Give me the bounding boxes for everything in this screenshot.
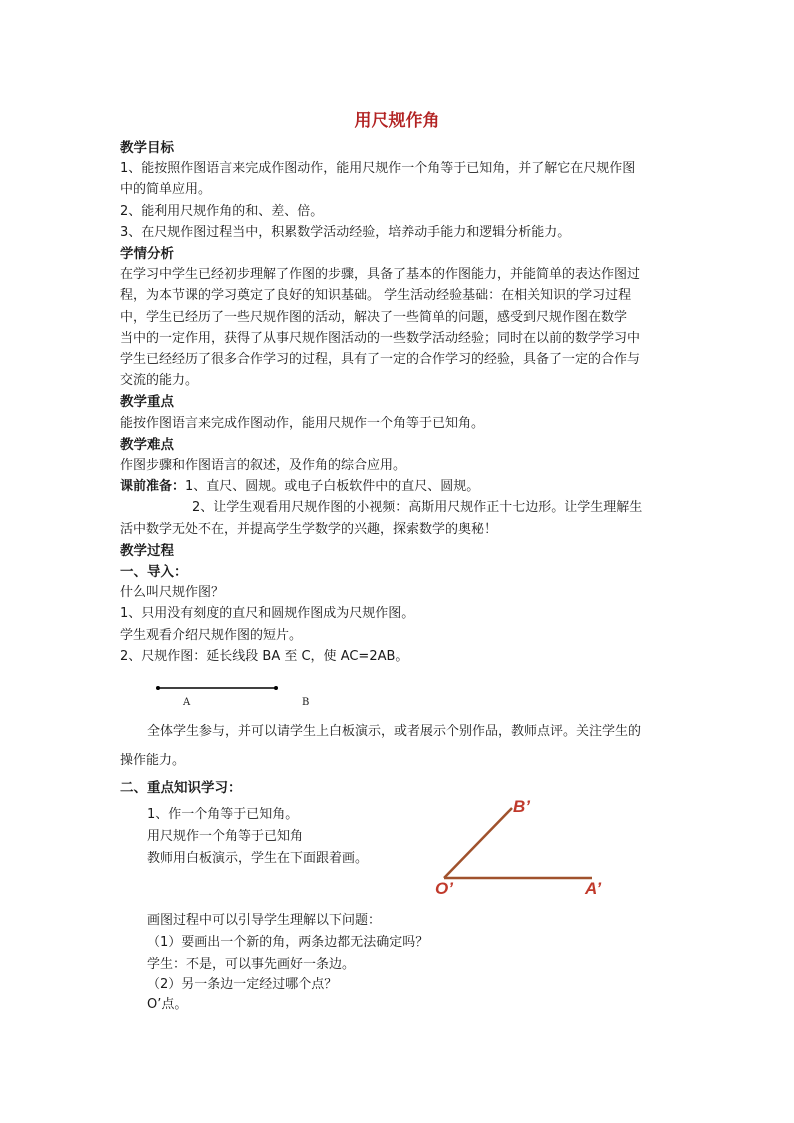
text-line: 1、只用没有刻度的直尺和圆规作图成为尺规作图。 bbox=[120, 606, 415, 622]
section-heading: 教学难点 bbox=[120, 436, 174, 453]
segment-diagram bbox=[150, 680, 290, 696]
text-line: 什么叫尺规作图？ bbox=[120, 585, 225, 601]
text-line: 中，学生已经历了一些尺规作图的活动，解决了一些简单的问题，感受到尺规作图在数学 bbox=[120, 309, 628, 325]
text-line: 2、让学生观看用尺规作图的小视频：高斯用尺规作正十七边形。让学生理解生 bbox=[192, 500, 643, 516]
section-heading: 学情分析 bbox=[120, 246, 174, 262]
text-line: 课前准备：1、直尺、圆规。或电子白板软件中的直尺、圆规。 bbox=[120, 479, 480, 495]
section-heading: 教学过程 bbox=[120, 542, 174, 559]
text-line: 活中数学无处不在，并提高学生学数学的兴趣，探索数学的奥秘！ bbox=[120, 521, 498, 537]
text-line: 作图步骤和作图语言的叙述，及作角的综合应用。 bbox=[120, 458, 407, 473]
text-line: 学生已经经历了很多合作学习的过程，具有了一定的合作学习的经验，具备了一定的合作与 bbox=[120, 352, 641, 367]
point-b-label: B bbox=[302, 697, 310, 708]
text-line: 程，为本节课的学习奠定了良好的知识基础。 学生活动经验基础：在相关知识的学习过程 bbox=[120, 288, 632, 304]
text-line: 学生：不是，可以事先画好一条边。 bbox=[147, 957, 356, 972]
text-line: 全体学生参与，并可以请学生上白板演示，或者展示个别作品，教师点评。关注学生的 bbox=[147, 724, 642, 739]
section-heading: 教学重点 bbox=[120, 394, 174, 411]
text-line: 学生观看介绍尺规作图的短片。 bbox=[120, 627, 303, 643]
text-line: 2、尺规作图：延长线段 BA 至 C，使 AC=2AB。 bbox=[120, 648, 409, 664]
text-line: 用尺规作一个角等于已知角 bbox=[147, 829, 304, 844]
angle-label-b: B’ bbox=[513, 797, 530, 816]
text-line: （1）要画出一个新的角，两条边都无法确定吗？ bbox=[147, 935, 429, 950]
section-heading: 二、重点知识学习： bbox=[120, 780, 242, 796]
section-heading: 教学目标 bbox=[120, 140, 174, 156]
text-line: O’点。 bbox=[147, 997, 188, 1012]
text-line: 3、在尺规作图过程当中，积累数学活动经验，培养动手能力和逻辑分析能力。 bbox=[120, 224, 571, 240]
text-line: 中的简单应用。 bbox=[120, 182, 212, 198]
angle-label-o: O’ bbox=[435, 879, 453, 898]
text-line: 1、作一个角等于已知角。 bbox=[147, 807, 299, 822]
text-line: 1、能按照作图语言来完成作图动作，能用尺规作一个角等于已知角，并了解它在尺规作图 bbox=[120, 161, 636, 177]
text-line: 能按作图语言来完成作图动作，能用尺规作一个角等于已知角。 bbox=[120, 415, 485, 431]
text-line: 操作能力。 bbox=[120, 753, 186, 768]
text-line: 教师用白板演示，学生在下面跟着画。 bbox=[147, 851, 369, 866]
point-a-label: A bbox=[183, 697, 191, 708]
text-line: 2、能利用尺规作角的和、差、倍。 bbox=[120, 203, 324, 219]
text-line: （2）另一条边一定经过哪个点？ bbox=[147, 977, 338, 992]
text-line: 画图过程中可以引导学生理解以下问题： bbox=[147, 913, 382, 928]
text-line: 当中的一定作用，获得了从事尺规作图活动的一些数学活动经验；同时在以前的数学学习中 bbox=[120, 330, 641, 346]
text-line: 在学习中学生已经初步理解了作图的步骤，具备了基本的作图能力，并能简单的表达作图过 bbox=[120, 267, 641, 283]
section-heading: 一、导入： bbox=[120, 564, 188, 580]
angle-label-a: A’ bbox=[585, 879, 602, 898]
page-title: 用尺规作角 bbox=[354, 111, 440, 131]
text-line: 交流的能力。 bbox=[120, 373, 199, 389]
